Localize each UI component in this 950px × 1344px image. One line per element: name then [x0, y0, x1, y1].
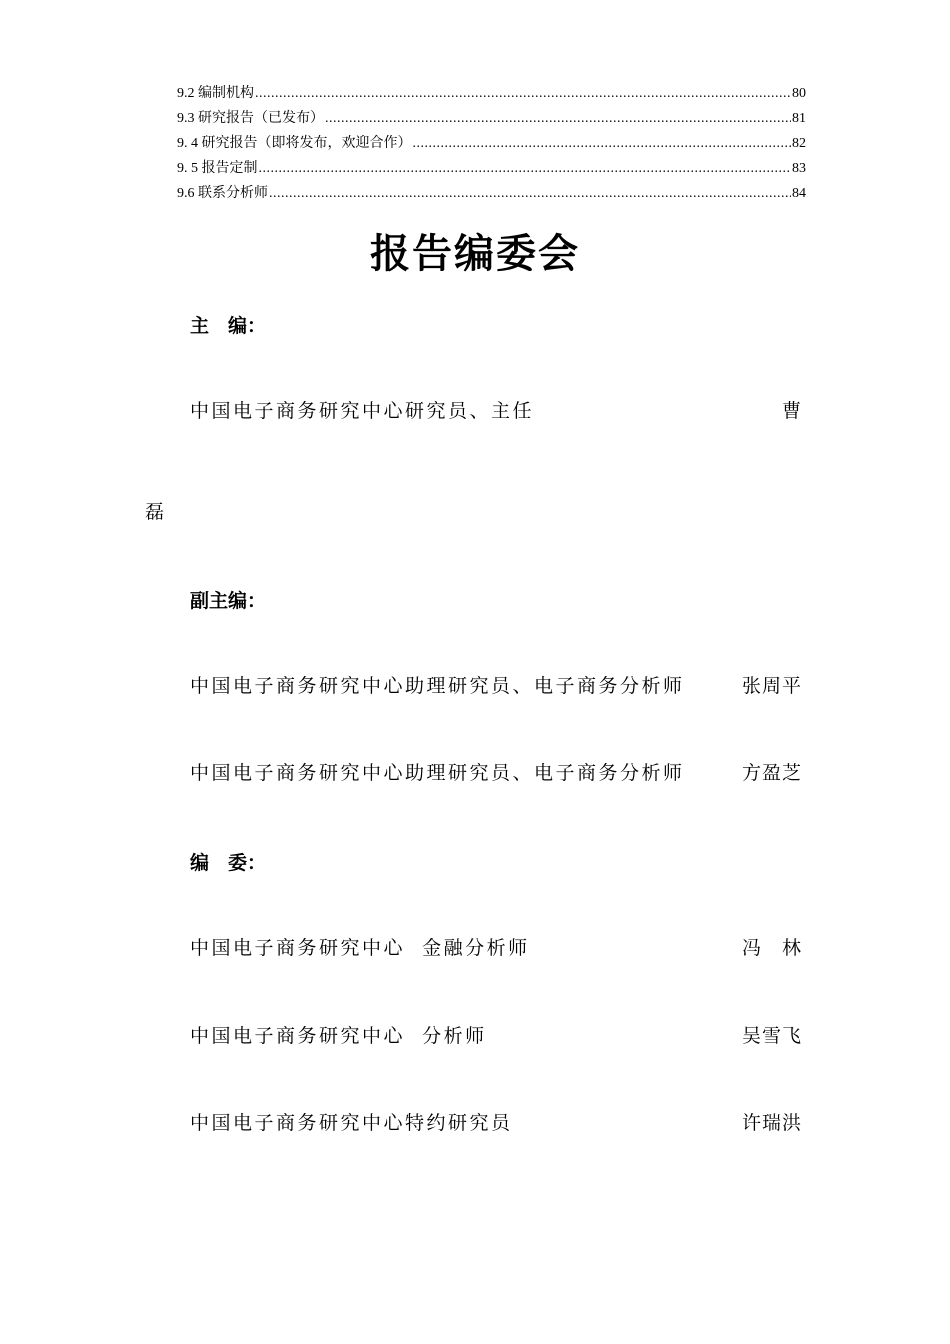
toc-entry[interactable] — [177, 82, 806, 107]
committee-title: 报告编委会 — [370, 231, 580, 277]
member-role: 中国电子商务研究中心研究员、主任 — [190, 400, 535, 422]
editorial-board-entry — [190, 1021, 802, 1049]
toc-entry-page: 81 — [792, 111, 806, 126]
toc-leader-dots — [413, 136, 792, 152]
member-role: 中国电子商务研究中心助理研究员、电子商务分析师 — [190, 675, 685, 697]
deputy-editor-entry — [190, 758, 802, 786]
toc-entry[interactable] — [177, 157, 806, 182]
member-name: 冯 林 — [741, 937, 802, 959]
toc-entry-label: 9.3 研究报告（已发布） — [177, 111, 324, 126]
toc-entry-page: 84 — [792, 186, 806, 201]
deputy-editor-heading: 副主编： — [190, 590, 267, 612]
toc-entry[interactable] — [177, 182, 806, 207]
member-name-wrapped: 磊 — [145, 501, 165, 523]
toc-entry-label: 9.2 编制机构 — [177, 86, 254, 101]
toc-leader-dots — [269, 186, 791, 202]
toc-entry-label: 9.6 联系分析师 — [177, 186, 268, 201]
toc-entry-label: 9. 4 研究报告（即将发布，欢迎合作） — [177, 136, 412, 151]
toc-entry[interactable] — [177, 107, 806, 132]
editorial-board-entry — [190, 1108, 802, 1136]
member-name: 方盈芝 — [741, 762, 802, 784]
member-role: 中国电子商务研究中心助理研究员、电子商务分析师 — [190, 762, 685, 784]
toc-entry[interactable] — [177, 132, 806, 157]
member-role: 中国电子商务研究中心 金融分析师 — [190, 937, 530, 959]
deputy-editor-entry — [190, 671, 802, 699]
chief-editor-heading: 主 编： — [190, 315, 267, 337]
member-role: 中国电子商务研究中心特约研究员 — [190, 1112, 513, 1134]
toc-leader-dots — [325, 111, 791, 127]
member-name: 张周平 — [741, 675, 802, 697]
editorial-board-heading: 编 委： — [190, 852, 267, 874]
member-name: 许瑞洪 — [741, 1112, 802, 1134]
toc-entry-page: 80 — [792, 86, 806, 101]
editorial-board-entry — [190, 933, 802, 961]
member-role: 中国电子商务研究中心 分析师 — [190, 1025, 487, 1047]
member-name: 曹 — [781, 400, 802, 422]
toc-leader-dots — [255, 86, 791, 102]
toc-entry-page: 82 — [792, 136, 806, 151]
member-name: 吴雪飞 — [741, 1025, 802, 1047]
toc-entry-label: 9. 5 报告定制 — [177, 161, 258, 176]
table-of-contents — [177, 82, 806, 207]
toc-entry-page: 83 — [792, 161, 806, 176]
toc-leader-dots — [259, 161, 792, 177]
chief-editor-entry — [190, 396, 802, 424]
